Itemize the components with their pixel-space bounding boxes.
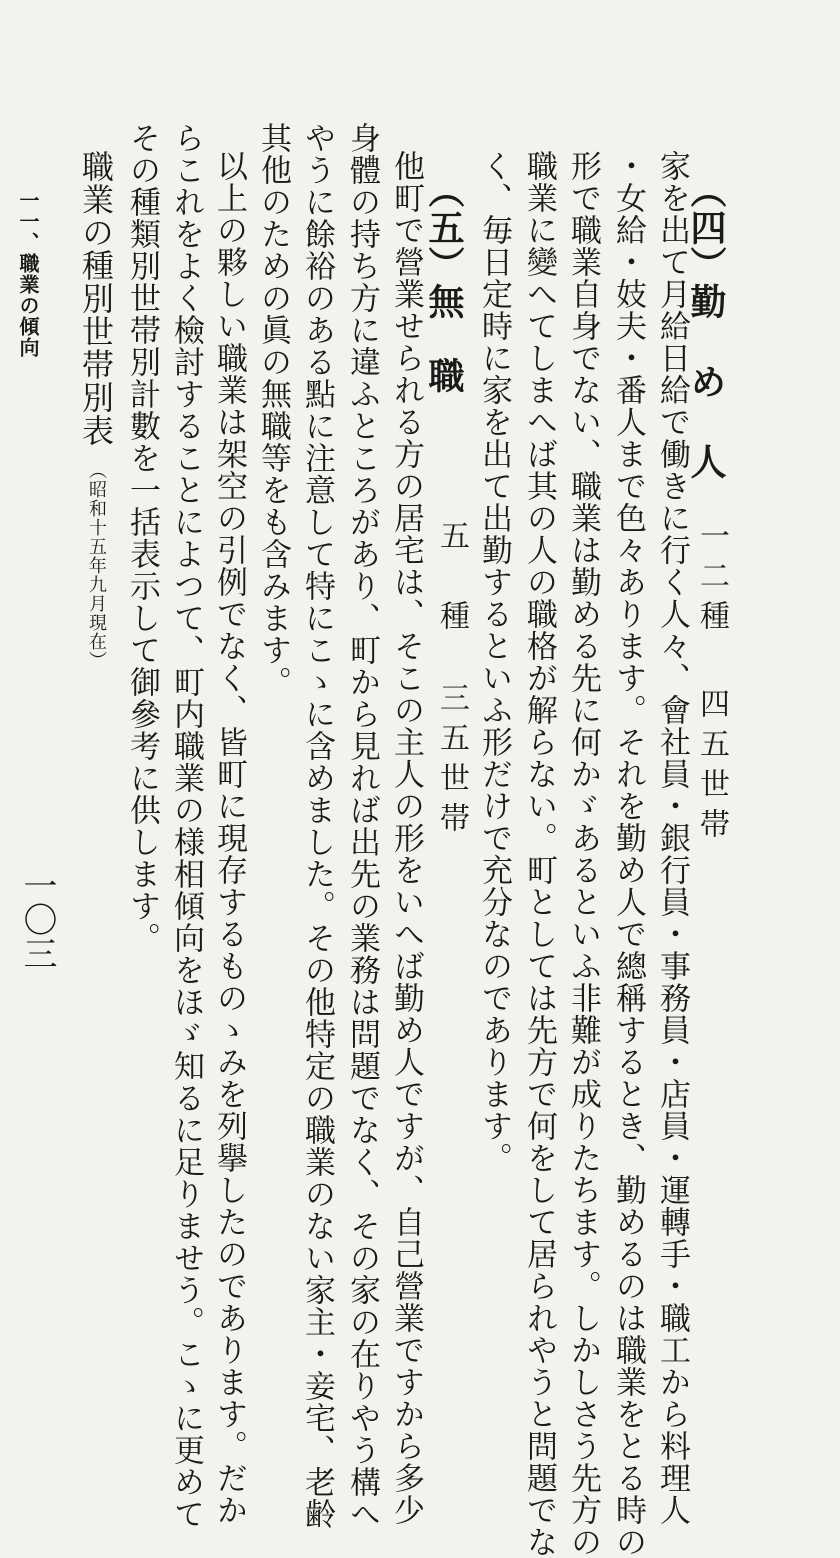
- section5-households: 三五世帯: [434, 682, 469, 842]
- page-number: 一〇三: [17, 868, 57, 970]
- section4-heading: （四）勤 め 人: [685, 172, 727, 480]
- section5-line-2: 身體の持ち方に違ふところがあり、町から見れば出先の業務は問題でなく、その家の在りやう構へ: [344, 122, 380, 1530]
- section5-meta-column: [434, 520, 469, 842]
- section5-heading: （五）無 職: [423, 172, 465, 394]
- section4-heading-column: [685, 172, 727, 480]
- running-head: 一一、職業の傾向: [16, 190, 40, 358]
- section4-kinds: 一二種: [694, 520, 729, 640]
- table-title: 職業の種別世帯別表: [77, 150, 115, 447]
- conclusion-line-3: その種類別世帯別計數を一括表示して御參考に供します。: [124, 122, 160, 954]
- table-title-column: [77, 150, 115, 670]
- table-date-note: （昭和十五年九月現在）: [86, 461, 107, 670]
- section4-meta-column: [694, 520, 729, 848]
- section5-line-4: 其他のための眞の無職等をも含みます。: [255, 122, 291, 698]
- section4-line-5: く、毎日定時に家を出て出勤するといふ形だけで充分なのであります。: [476, 150, 512, 1174]
- section5-kinds: 五 種: [434, 520, 469, 640]
- section5-line-1: 他町で營業せられる方の居宅は、そこの主人の形をいへば勤め人ですが、自己營業ですから多少: [388, 150, 424, 1526]
- section5-line-3: やうに餘裕のある點に注意して特にこゝに含めました。その他特定の職業のない家主・妾宅、老齢: [299, 122, 335, 1530]
- section4-line-3: 形で職業自身でない、職業は勤める先に何かゞあるといふ非難が成りたちます。しかしさう先方の: [565, 150, 601, 1558]
- section4-line-1: 家を出て月給日給で働きに行く人々、會社員・銀行員・事務員・店員・運轉手・職工から料理人: [654, 150, 690, 1526]
- conclusion-line-1: 以上の夥しい職業は架空の引例でなく、皆町に現存するものゝみを列擧したのであります。だか: [211, 150, 247, 1526]
- conclusion-line-2: らこれをよく檢討することによつて、町内職業の様相傾向をほゞ知るに足りませう。こゝに更めて: [168, 122, 204, 1530]
- section4-line-4: 職業に變へてしまへば其の人の職格が解らない。町としては先方で何をして居られやうと問題でな: [521, 150, 557, 1558]
- section4-line-2: ・女給・妓夫・番人まで色々あります。それを勤め人で總稱するとき、勤めるのは職業をとる時の: [610, 150, 646, 1558]
- section4-households: 四五世帯: [694, 688, 729, 848]
- section5-heading-column: [423, 172, 465, 394]
